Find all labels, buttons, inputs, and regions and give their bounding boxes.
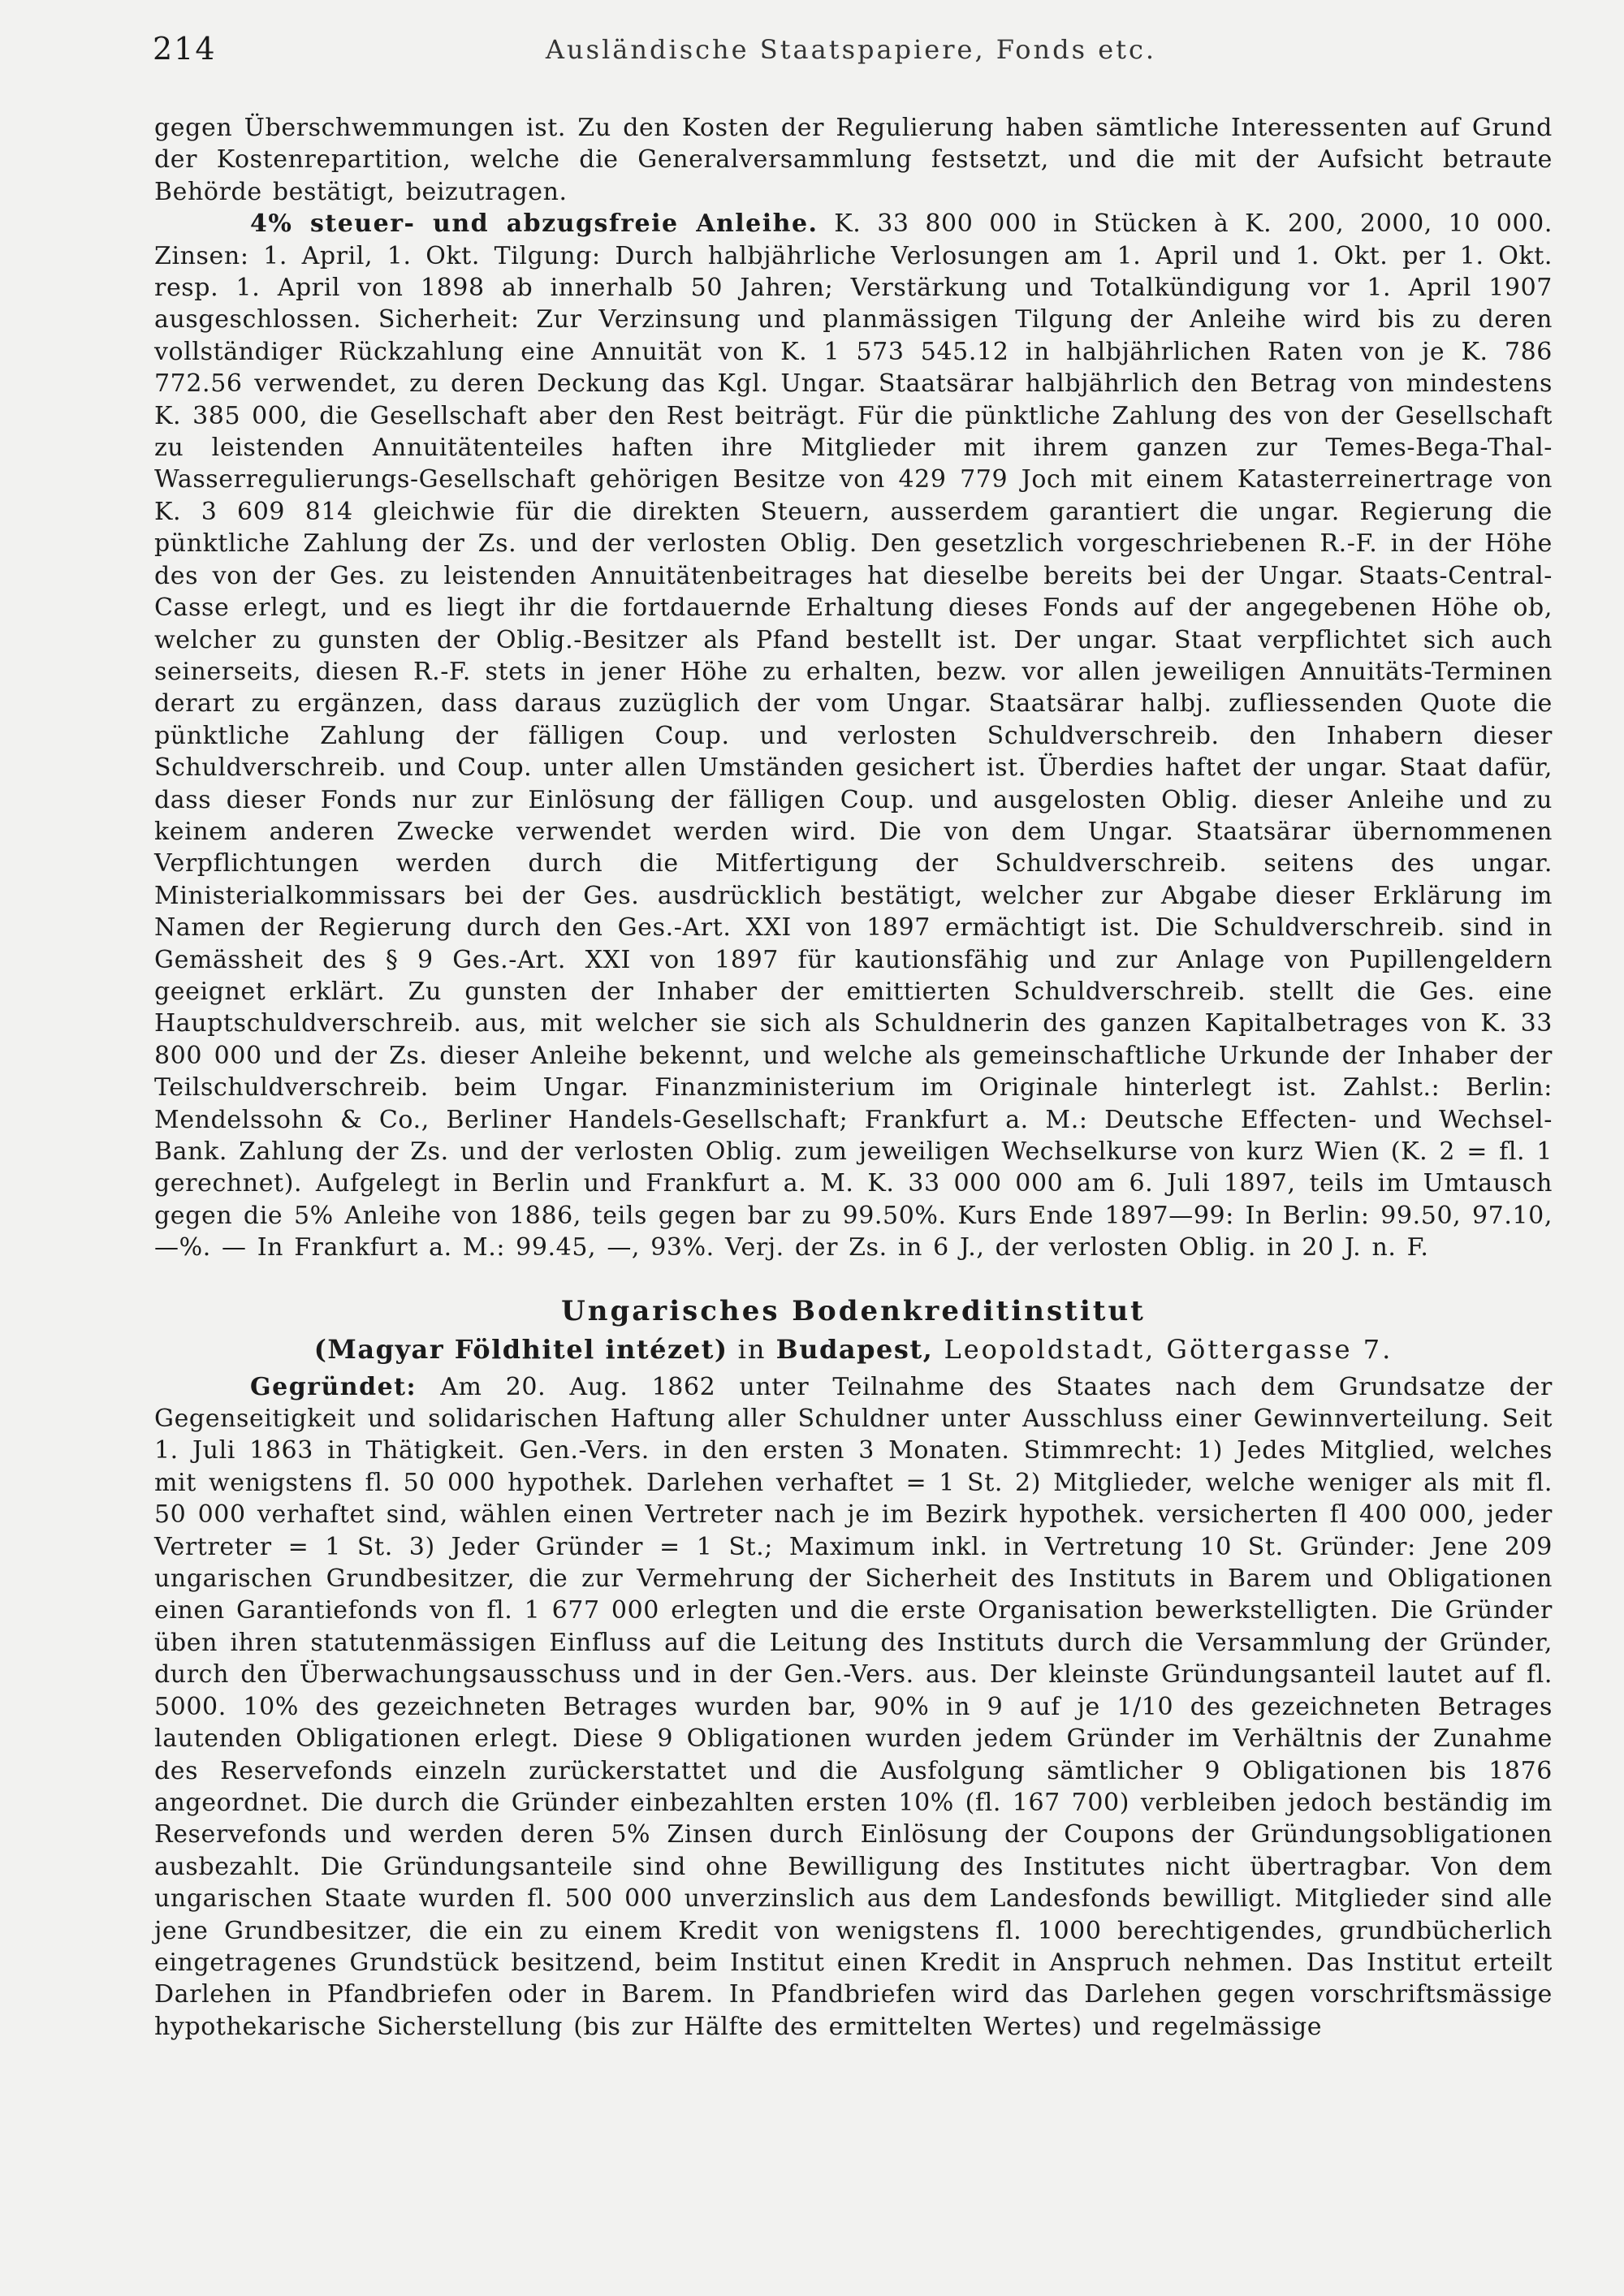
section-title: Ungarisches Bodenkreditinstitut bbox=[561, 1294, 1146, 1327]
loan-paragraph bbox=[154, 208, 1553, 1263]
subtitle-connector: in bbox=[728, 1333, 776, 1365]
founded-paragraph bbox=[154, 1371, 1553, 2044]
continuation-paragraph: gegen Überschwemmungen ist. Zu den Kosten der Regulierung haben sämtliche Interessenten auf Grund der Kostenrepartition, welche die Generalversammlung festsetzt, und die mit der Aufsicht betraute Behörde bestätigt, beizutragen. bbox=[154, 114, 1553, 206]
running-header bbox=[153, 31, 1549, 70]
running-title: Ausländische Staatspapiere, Fonds etc. bbox=[545, 34, 1157, 65]
loan-text: K. 33 800 000 in Stücken à K. 200, 2000, 10 000. Zinsen: 1. April, 1. Okt. Tilgung: Durch halbjährliche Verlosungen am 1. April und 1. Okt. per 1. Okt. resp. 1. April von 1898 ab innerhalb 50 Jahren; Verstärkung und Totalkündigung vor 1. April 1907 ausgeschlossen. Sicherheit: Zur Verzinsung und planmässigen Tilgung der Anleihe wird bis zu deren vollständiger Rückzahlung eine Annuität von K. 1 573 545.12 in halbjährlichen Raten von je K. 786 772.56 verwendet, zu deren Deckung das Kgl. Ungar. Staatsärar halbjährlich den Betrag von mindestens K. 385 000, die Gesellschaft aber den Rest beiträgt. Für die pünktliche Zahlung des von der Gesellschaft zu leistenden Annuitätenteiles haften ihre Mitglieder mit ihrem ganzen zur Temes-Bega-Thal-Wasserregulierungs-Gesellschaft gehörigen Besitze von 429 779 Joch mit einem Katasterreinertrage von K. 3 609 814 gleichwie für die direkten Steuern, ausserdem garantiert die ungar. Regierung die pünktliche Zahlung der Zs. und der verlosten Oblig. Den gesetzlich vorgeschriebenen R.-F. in der Höhe des von der Ges. zu leistenden Annuitätenbeitrages hat dieselbe bereits bei der Ungar. Staats-Central-Casse erlegt, und es liegt ihr die fortdauernde Erhaltung dieses Fonds auf der angegebenen Höhe ob, welcher zu gunsten der Oblig.-Besitzer als Pfand bestellt ist. Der ungar. Staat verpflichtet sich auch seinerseits, diesen R.-F. stets in jener Höhe zu erhalten, bezw. vor allen jeweiligen Annuitäts-Terminen derart zu ergänzen, dass daraus zuzüglich der vom Ungar. Staatsärar halbj. zufliessenden Quote die pünktliche Zahlung der fälligen Coup. und verlosten Schuldverschreib. den Inhabern dieser Schuldverschreib. und Coup. unter allen Umständen gesichert ist. Überdies haftet der ungar. Staat dafür, dass dieser Fonds nur zur Einlösung der fälligen Coup. und ausgelosten Oblig. dieser Anleihe und zu keinem anderen Zwecke verwendet werden wird. Die von dem Ungar. Staatsärar übernommenen Verpflichtungen werden durch die Mitfertigung der Schuldverschreib. seitens des ungar. Ministerialkommissars bei der Ges. ausdrücklich bestätigt, welcher zur Abgabe dieser Erklärung im Namen der Regierung durch den Ges.-Art. XXI von 1897 ermächtigt ist. Die Schuldverschreib. sind in Gemässheit des § 9 Ges.-Art. XXI von 1897 für kautionsfähig und zur Anlage von Pupillengeldern geeignet erklärt. Zu gunsten der Inhaber der emittierten Schuldverschreib. stellt die Ges. eine Hauptschuldverschreib. aus, mit welcher sie sich als Schuldnerin des ganzen Kapitalbetrages von K. 33 800 000 und der Zs. dieser Anleihe bekennt, und welche als gemeinschaftliche Urkunde der Inhaber der Teilschuldverschreib. beim Ungar. Finanzministerium im Originale hinterlegt ist. Zahlst.: Berlin: Mendelssohn & Co., Berliner Handels-Gesellschaft; Frankfurt a. M.: Deutsche Effecten- und Wechsel-Bank. Zahlung der Zs. und der verlosten Oblig. zum jeweiligen Wechselkurse von kurz Wien (K. 2 = fl. 1 gerechnet). Aufgelegt in Berlin und Frankfurt a. M. K. 33 000 000 am 6. Juli 1897, teils im Umtausch gegen die 5% Anleihe von 1886, teils gegen bar zu 99.50%. Kurs Ende 1897—99: In Berlin: 99.50, 97.10, —%. — In Frankfurt a. M.: 99.45, —, 93%. Verj. der Zs. in 6 J., der verlosten Oblig. in 20 J. n. F. bbox=[154, 209, 1553, 1262]
section-subtitle bbox=[154, 1331, 1553, 1368]
institute-city: Budapest, bbox=[775, 1333, 934, 1365]
institute-hungarian-name: (Magyar Földhitel intézet) bbox=[313, 1333, 728, 1365]
loan-title: 4% steuer- und abzugsfreie Anleihe. bbox=[250, 209, 818, 239]
body-text bbox=[154, 112, 1553, 2043]
founded-text: Am 20. Aug. 1862 unter Teilnahme des Staates nach dem Grundsatze der Gegenseitigkeit und solidarischen Haftung aller Schuldner unter Ausschluss einer Gewinnverteilung. Seit 1. Juli 1863 in Thätigkeit. Gen.-Vers. in den ersten 3 Monaten. Stimmrecht: 1) Jedes Mitglied, welches mit wenigstens fl. 50 000 hypothek. Darlehen verhaftet = 1 St. 2) Mitglieder, welche weniger als mit fl. 50 000 verhaftet sind, wählen einen Vertreter nach je im Bezirk hypothek. versicherten fl 400 000, jeder Vertreter = 1 St. 3) Jeder Gründer = 1 St.; Maximum inkl. in Vertretung 10 St. Gründer: Jene 209 ungarischen Grundbesitzer, die zur Vermehrung der Sicherheit des Instituts in Barem und Obligationen einen Garantiefonds von fl. 1 677 000 erlegten und die erste Organisation bewerkstelligten. Die Gründer üben ihren statutenmässigen Einfluss auf die Leitung des Instituts durch die Versammlung der Gründer, durch den Überwachungsausschuss und in der Gen.-Vers. aus. Der kleinste Gründungsanteil lautet auf fl. 5000. 10% des gezeichneten Betrages wurden bar, 90% in 9 auf je 1/10 des gezeichneten Betrages lautenden Obligationen erlegt. Diese 9 Obligationen wurden jedem Gründer im Verhältnis der Zunahme des Reservefonds einzeln zurückerstattet und die Ausfolgung sämtlicher 9 Obligationen bis 1876 angeordnet. Die durch die Gründer einbezahlten ersten 10% (fl. 167 700) verbleiben jedoch beständig im Reservefonds und werden deren 5% Zinsen durch Einlösung der Coupons der Gründungsobligationen ausbezahlt. Die Gründungsanteile sind ohne Bewilligung des Institutes nicht übertragbar. Von dem ungarischen Staate wurden fl. 500 000 unverzinslich aus dem Landesfonds bewilligt. Mitglieder sind alle jene Grundbesitzer, die ein zu einem Kredit von wenigstens fl. 1000 berechtigendes, grundbücherlich eingetragenes Grundstück besitzend, beim Institut einen Kredit in Anspruch nehmen. Das Institut erteilt Darlehen in Pfandbriefen oder in Barem. In Pfandbriefen wird das Darlehen gegen vorschriftsmässige hypothekarische Sicherstellung (bis zur Hälfte des ermittelten Wertes) und regelmässige bbox=[154, 1372, 1553, 2041]
page-number: 214 bbox=[153, 31, 217, 67]
founded-label: Gegründet: bbox=[250, 1372, 417, 1401]
institute-address: Leopoldstadt, Göttergasse 7. bbox=[933, 1333, 1393, 1365]
